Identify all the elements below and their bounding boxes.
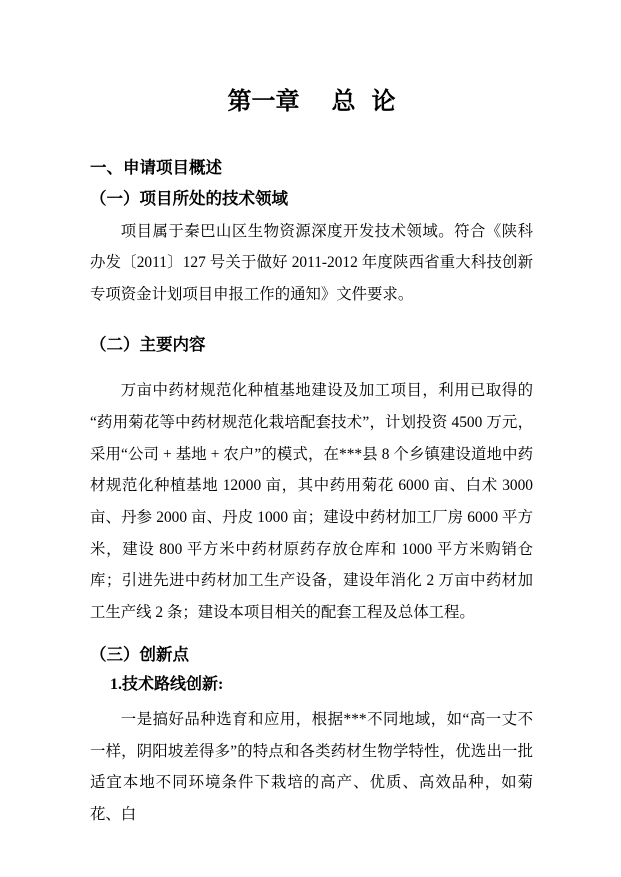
subsection-heading-technical-field: （一）项目所处的技术领域 [90, 189, 288, 209]
subsection-heading-innovation-points: （三）创新点 [90, 644, 189, 664]
paragraph-main-content: 万亩中药材规范化种植基地建设及加工项目，利用已取得的“药用菊花等中药材规范化栽培配套技术”，计划投资 4500 万元，采用“公司 + 基地 + 农户”的模式，在***县 8 个乡镇建设道地中药材规范化种植基地 12000 亩，其中药用菊花 6000 亩、白术 3000 亩、丹参 2000 亩、丹皮 1000 亩；建设中药材加工厂房 6000 平方米，建设 800 平方米中药材原药存放仓库和 1000 平方米购销仓库；引进先进中药材加工生产设备，建设年消化 2 万亩中药材加工生产线 2 条；建设本项目相关的配套工程及总体工程。 [90, 382, 533, 622]
numbered-point-heading-technical-route: 1.技术路线创新: [110, 676, 224, 694]
subsection-heading-main-content: （二）主要内容 [90, 334, 206, 354]
paragraph-technical-field: 项目属于秦巴山区生物资源深度开发技术领域。符合《陕科办发〔2011〕127 号关于做好 2011-2012 年度陕西省重大科技创新专项资金计划项目申报工作的通知》文件要求。 [90, 222, 533, 304]
paragraph-innovation-detail: 一是搞好品种选育和应用，根据***不同地域，如“高一丈不一样，阴阳坡差得多”的特点和各类药材生物学特性，优选出一批适宜本地不同环境条件下栽培的高产、优质、高效品种，如菊花、白 [90, 711, 533, 824]
section-heading-project-overview: 一、申请项目概述 [90, 157, 222, 177]
document-page [90, 0, 533, 831]
chapter-title: 第一章 总 论 [227, 89, 396, 115]
